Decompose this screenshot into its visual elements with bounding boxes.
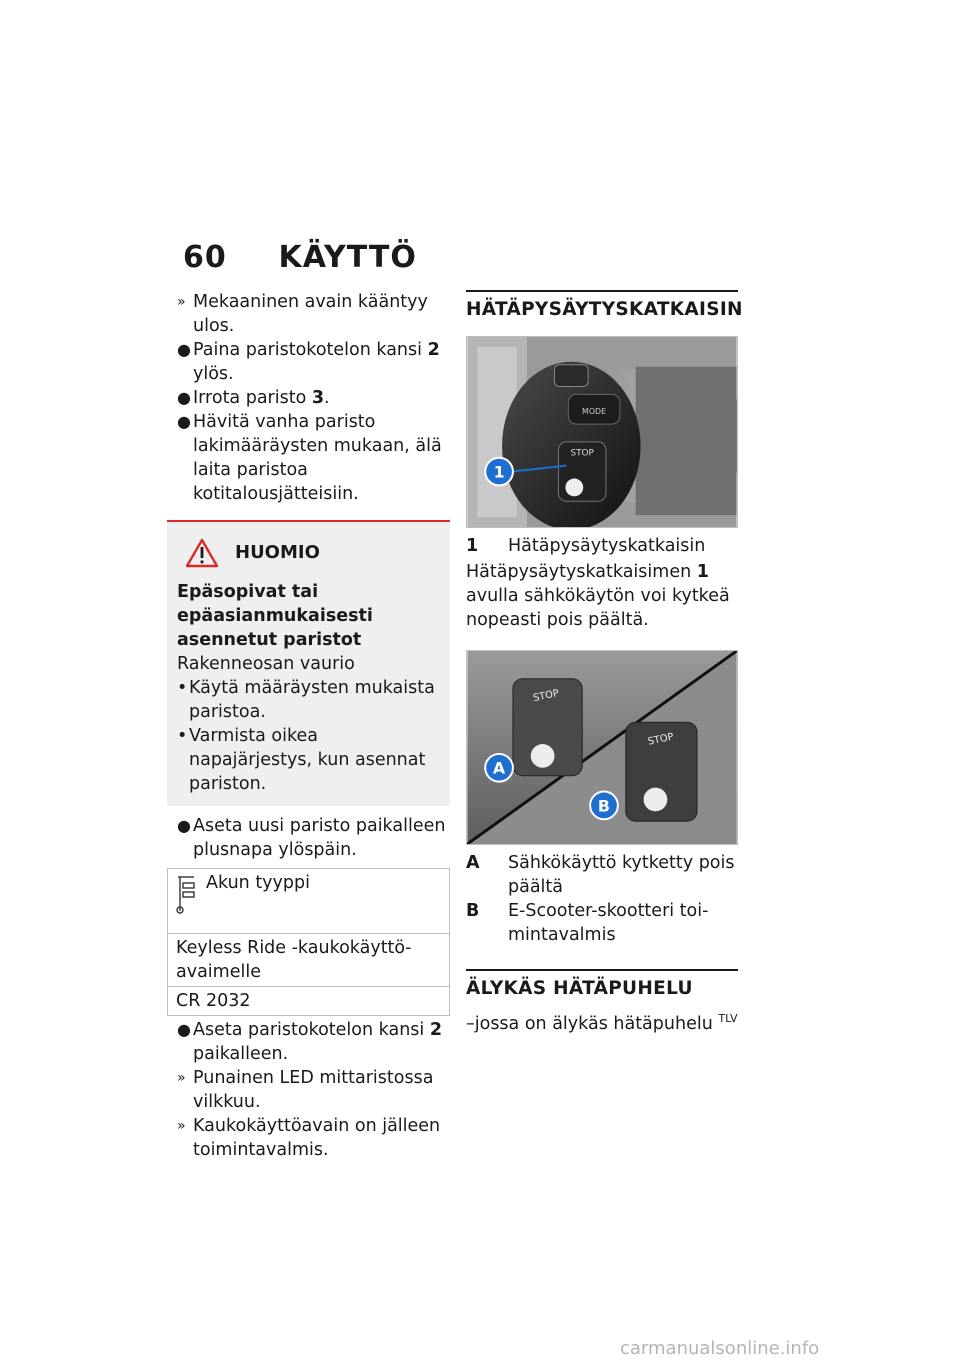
handlebar-switch-photo: [466, 336, 738, 528]
notice-box: [167, 520, 450, 806]
page-header: [183, 240, 417, 275]
notice-title: Epäsopivat tai epäasianmukaisesti asennetut paristot: [177, 582, 373, 650]
page-number: 60: [183, 240, 227, 275]
list-item: ● Paina paristokotelon kansi 2 ylös.: [177, 340, 440, 384]
notice-consequence: Rakenneosan vaurio: [177, 654, 355, 674]
chapter-title: KÄYTTÖ: [278, 240, 417, 275]
legend-item: A Sähkökäyttö kytketty pois päältä: [466, 853, 735, 897]
watermark: carmanualsonline.info: [620, 1338, 820, 1359]
stop-label: STOP: [570, 448, 594, 459]
section-title: ÄLYKÄS HÄTÄPUHELU: [466, 969, 738, 1001]
paragraph: –jossa on älykäs hätäpuhelu $^{TLV}$: [466, 1012, 738, 1034]
callout-1: 1: [493, 462, 505, 482]
callout-a: A: [492, 758, 506, 778]
list-item: » Punainen LED mittaristossa vilkkuu.: [177, 1068, 434, 1112]
battery-icon: [176, 875, 196, 915]
spec-table: [167, 868, 450, 1016]
legend-item: B E-Scooter-skootteri toimintavalmis: [466, 901, 709, 945]
paragraph: Hätäpysäytyskatkaisimen 1 avulla sähkökäytön voi kytkeä nopeasti pois päältä.: [466, 562, 730, 630]
spec-value: CR 2032: [168, 987, 450, 1016]
legend-item: 1 Hätäpysäytyskatkaisin: [466, 536, 706, 556]
notice-item: • Käytä määräysten mukaista paristoa.: [177, 678, 435, 722]
switch-positions-photo: [466, 650, 738, 845]
right-column: [466, 290, 743, 1036]
list-item: ● Hävitä vanha paristo lakimääräysten mukaan, älä laita paristoa kotitalousjätteisiin.: [177, 412, 442, 504]
list-item: » Mekaaninen avain kääntyy ulos.: [177, 292, 428, 336]
section-title: HÄTÄPYSÄYTYSKATKAISIN: [466, 290, 738, 322]
spec-header: Akun tyyppi: [206, 873, 310, 893]
mode-label: MODE: [582, 407, 607, 417]
stop-label-a: STOP: [532, 687, 560, 705]
notice-item: • Varmista oikea napajärjestys, kun asennat pariston.: [177, 726, 426, 794]
warning-icon: [185, 538, 219, 568]
list-item: » Kaukokäyttöavain on jälleen toimintavalmis.: [177, 1116, 441, 1160]
left-column: [177, 290, 450, 1162]
list-item: ● Aseta uusi paristo paikalleen plusnapa ylöspäin.: [177, 816, 446, 860]
callout-b: B: [597, 796, 611, 816]
spec-label: Keyless Ride -kaukokäyttöavaimelle: [168, 934, 450, 987]
list-item: ● Aseta paristokotelon kansi 2 paikalleen.: [177, 1020, 443, 1064]
list-item: ● Irrota paristo 3.: [177, 388, 330, 408]
notice-label: HUOMIO: [235, 542, 320, 563]
stop-label-b: STOP: [646, 731, 675, 748]
